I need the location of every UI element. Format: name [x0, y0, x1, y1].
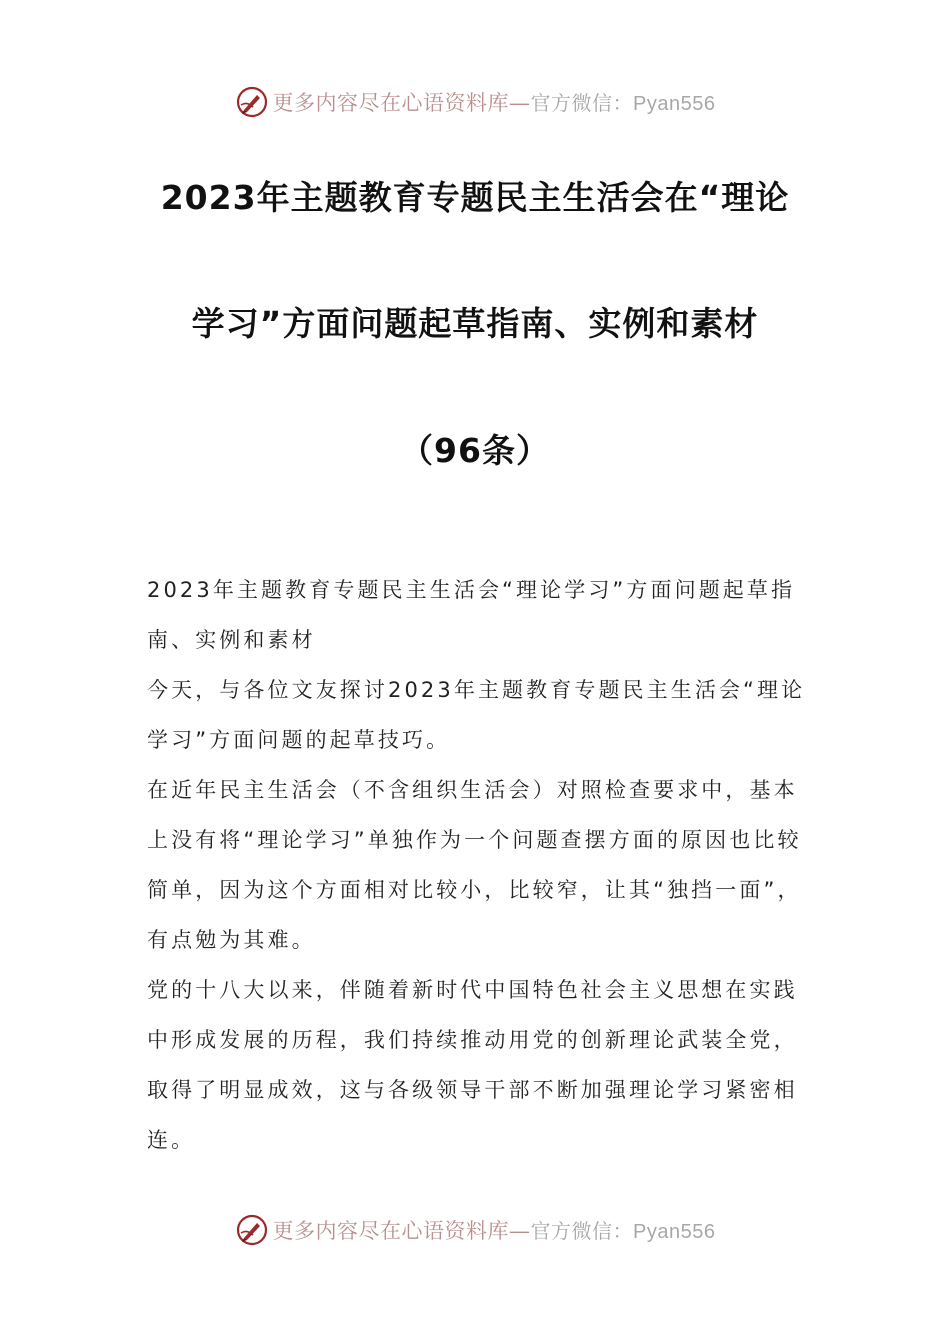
pen-logo-icon — [235, 1213, 269, 1247]
watermark-text — [273, 87, 716, 117]
watermark-wechat-id: Pyan556 — [633, 1221, 716, 1243]
paragraph: 党的十八大以来，伴随着新时代中国特色社会主义思想在实践中形成发展的历程，我们持续推动用党的创新理论武装全党，取得了明显成效，这与各级领导干部不断加强理论学习紧密相连。 — [147, 978, 798, 1152]
watermark-dash: — — [509, 1219, 531, 1243]
pen-logo-icon — [235, 85, 269, 119]
paragraph: 今天，与各位文友探讨2023年主题教育专题民主生活会“理论学习”方面问题的起草技巧。 — [147, 678, 806, 752]
watermark-footer — [0, 1210, 950, 1250]
document-title-line-1: 2023年主题教育专题民主生活会在“理论 — [160, 178, 790, 217]
paragraph: 2023年主题教育专题民主生活会“理论学习”方面问题起草指南、实例和素材 — [147, 578, 796, 652]
document-title-line-2: 学习”方面问题起草指南、实例和素材 — [191, 304, 759, 343]
paragraph: 在近年民主生活会（不含组织生活会）对照检查要求中，基本上没有将“理论学习”单独作为一个问题查摆方面的原因也比较简单，因为这个方面相对比较小，比较窄，让其“独挡一面”，有点勉为其难。 — [147, 778, 802, 952]
document-body — [147, 565, 807, 1165]
watermark-site: 更多内容尽在心语资料库 — [272, 1219, 510, 1243]
watermark-wechat-id: Pyan556 — [633, 93, 716, 115]
watermark-text — [273, 1215, 716, 1245]
watermark-official-label: 官方微信： — [530, 91, 634, 115]
document-title-count: （96条） — [400, 431, 550, 470]
watermark-official-label: 官方微信： — [530, 1219, 634, 1243]
watermark-site: 更多内容尽在心语资料库 — [272, 91, 510, 115]
watermark-header — [0, 82, 950, 122]
watermark-dash: — — [509, 91, 531, 115]
